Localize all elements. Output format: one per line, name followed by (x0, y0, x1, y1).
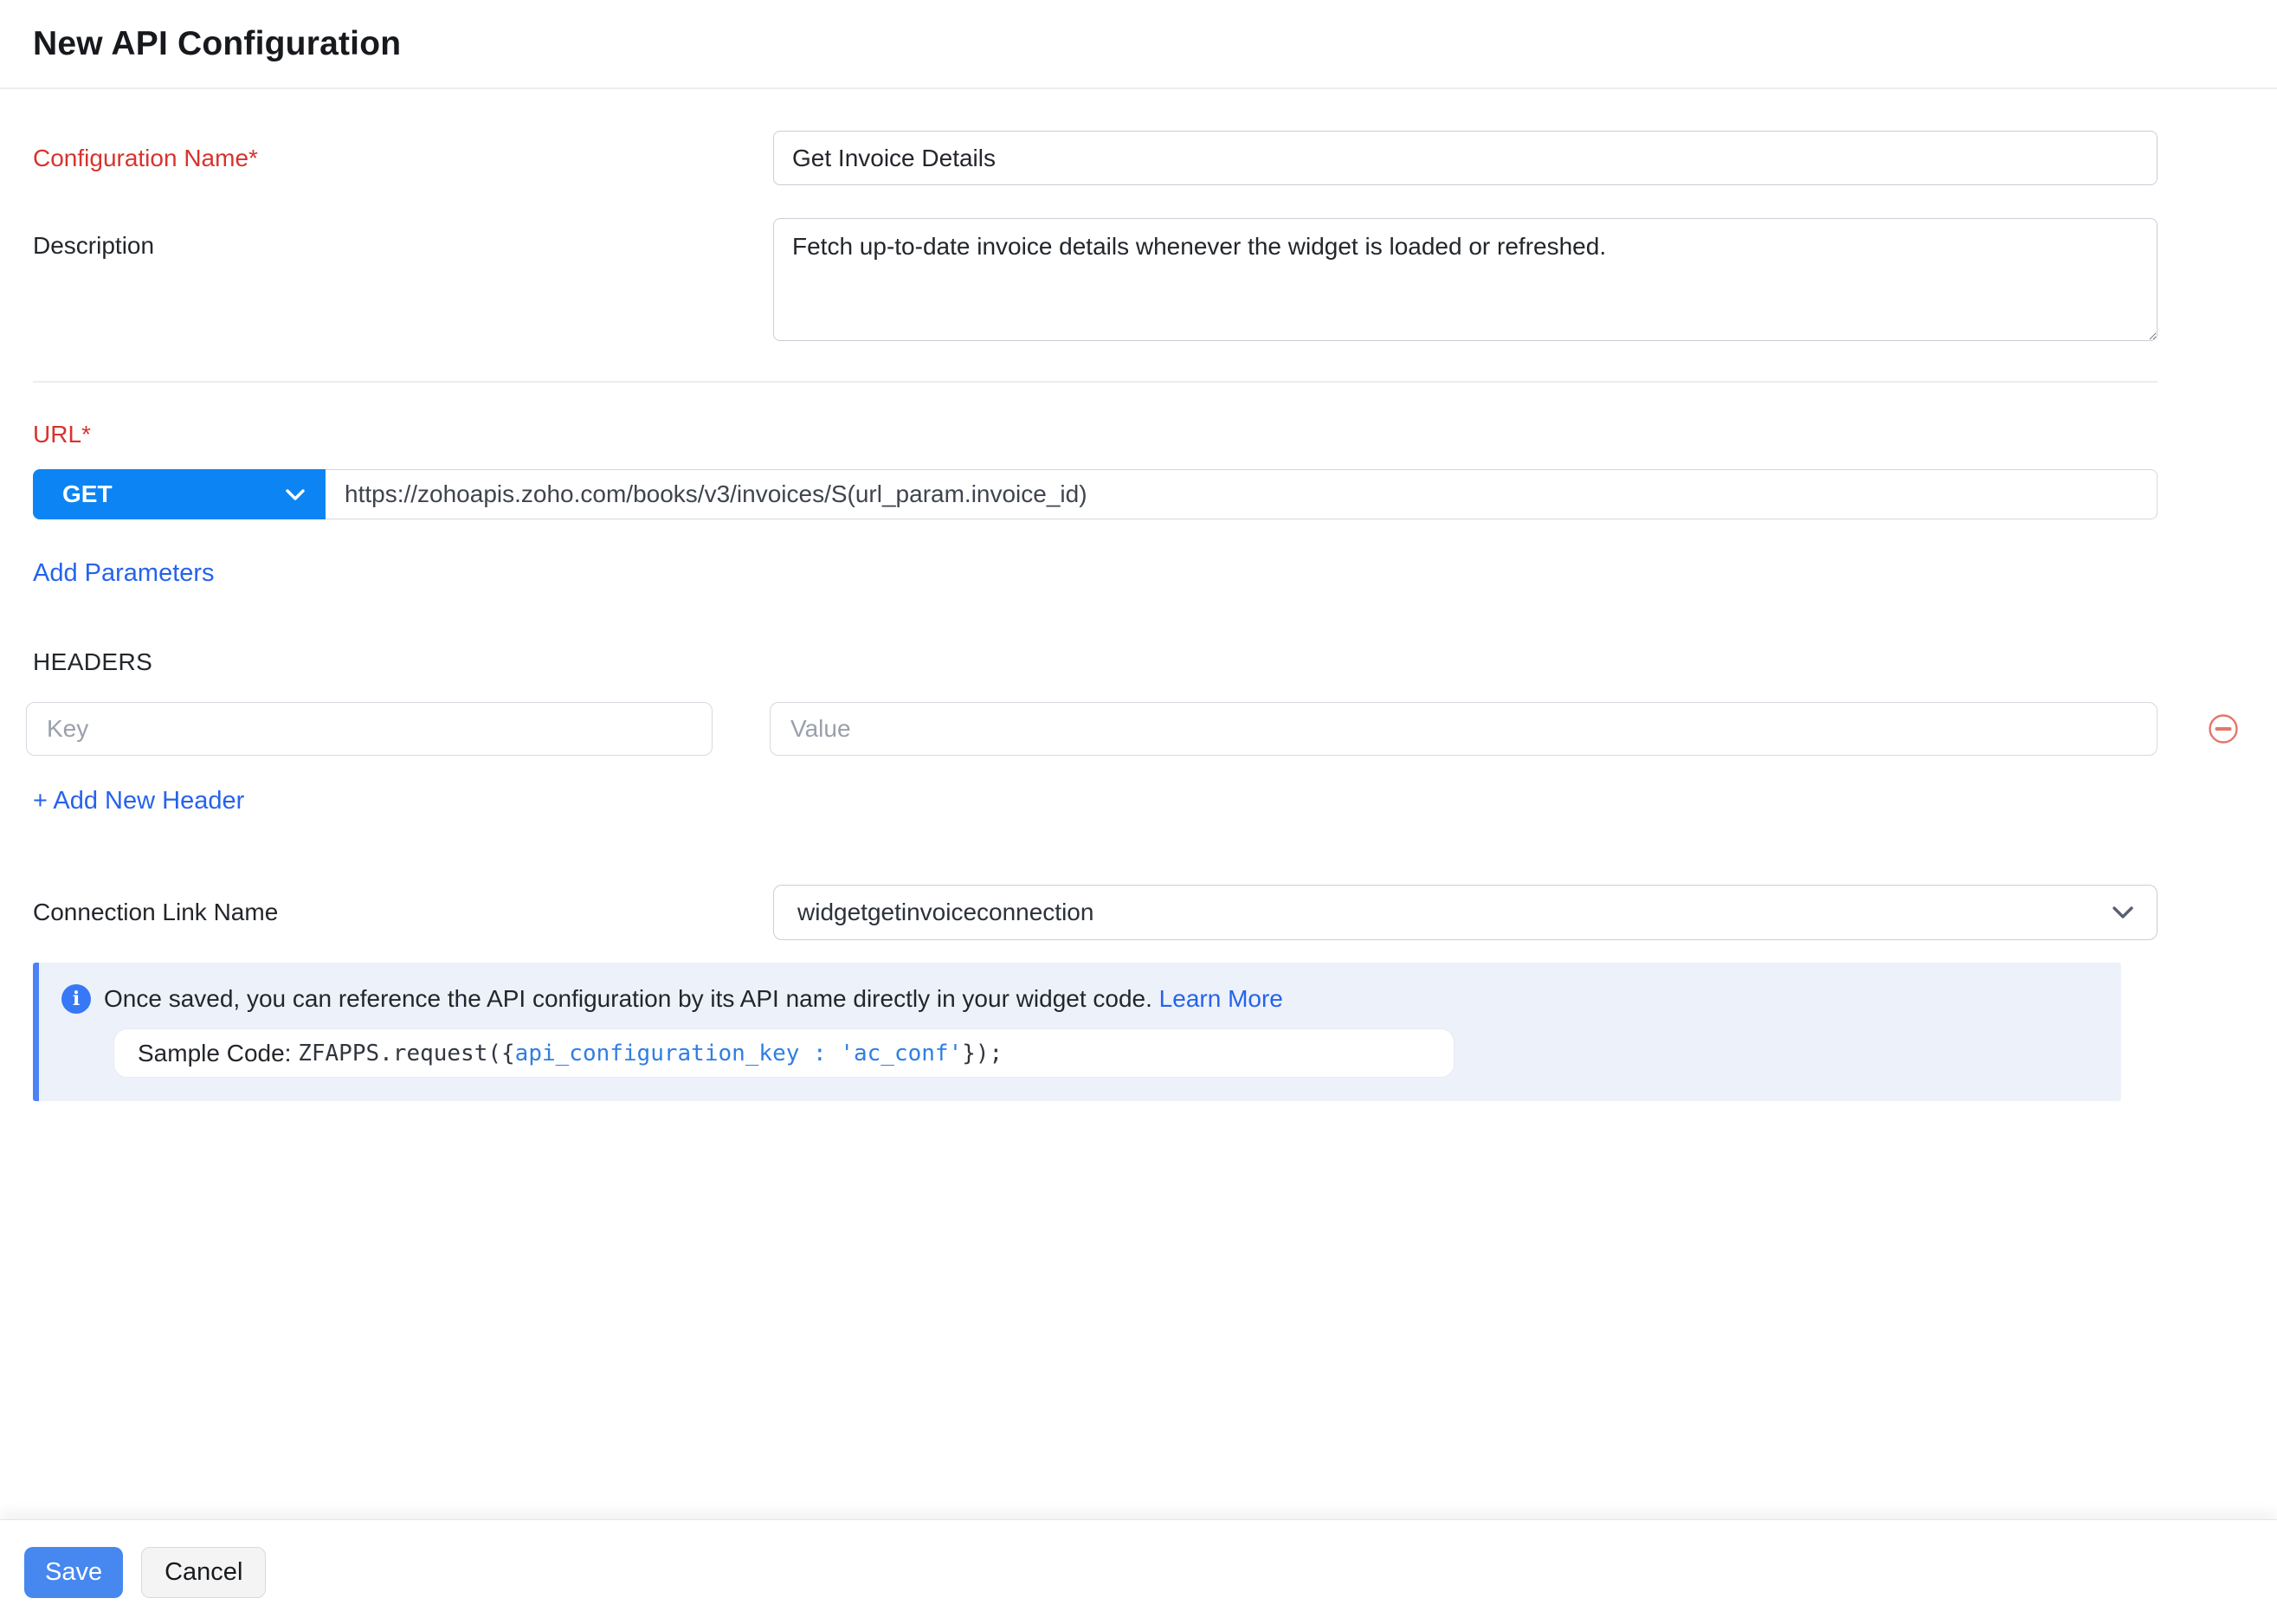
info-message-line (61, 984, 2121, 1014)
add-new-header-link[interactable]: + Add New Header (33, 787, 245, 815)
connection-link-label: Connection Link Name (33, 899, 279, 925)
http-method-value: GET (62, 480, 113, 507)
configuration-name-label: Configuration Name* (33, 145, 258, 171)
api-configuration-form (0, 131, 2277, 1101)
chevron-down-icon (2113, 906, 2133, 918)
cancel-button[interactable]: Cancel (141, 1547, 266, 1598)
description-label: Description (33, 232, 155, 259)
save-button[interactable]: Save (24, 1547, 123, 1598)
configuration-name-input[interactable] (773, 131, 2158, 185)
learn-more-link[interactable]: Learn More (1158, 985, 1283, 1012)
header-value-input[interactable] (770, 702, 2158, 756)
connection-link-value: widgetgetinvoiceconnection (797, 899, 1094, 925)
chevron-down-icon (286, 489, 305, 500)
configuration-name-row (33, 131, 2158, 185)
section-divider (33, 381, 2158, 383)
sample-code-key: api_configuration_key : 'ac_conf' (514, 1040, 963, 1067)
remove-header-button[interactable] (2206, 712, 2241, 746)
description-textarea[interactable] (773, 218, 2158, 341)
url-input[interactable] (326, 469, 2158, 519)
http-method-select[interactable] (33, 469, 326, 519)
sample-code-pill (113, 1028, 1455, 1078)
connection-link-select[interactable] (773, 885, 2158, 940)
header-row (26, 702, 2158, 756)
page-header (0, 0, 2277, 89)
sample-code-prefix: Sample Code: (138, 1039, 299, 1067)
page-title: New API Configuration (33, 24, 402, 62)
description-row (33, 218, 2158, 341)
info-icon: i (61, 984, 91, 1014)
add-parameters-link[interactable]: Add Parameters (33, 559, 215, 587)
url-label: URL* (33, 421, 91, 448)
info-message-text: Once saved, you can reference the API configuration by its API name directly in your widget code. (104, 985, 1152, 1012)
info-message (104, 985, 1283, 1013)
sample-code-open: ZFAPPS.request({ (298, 1040, 515, 1067)
minus-circle-icon (2208, 713, 2239, 744)
sample-code-close: }); (962, 1040, 1003, 1067)
header-key-input[interactable] (26, 702, 713, 756)
url-row (33, 469, 2158, 519)
headers-heading: HEADERS (33, 648, 153, 675)
connection-link-row (33, 885, 2158, 940)
footer-bar (0, 1519, 2277, 1624)
info-box (33, 963, 2121, 1101)
